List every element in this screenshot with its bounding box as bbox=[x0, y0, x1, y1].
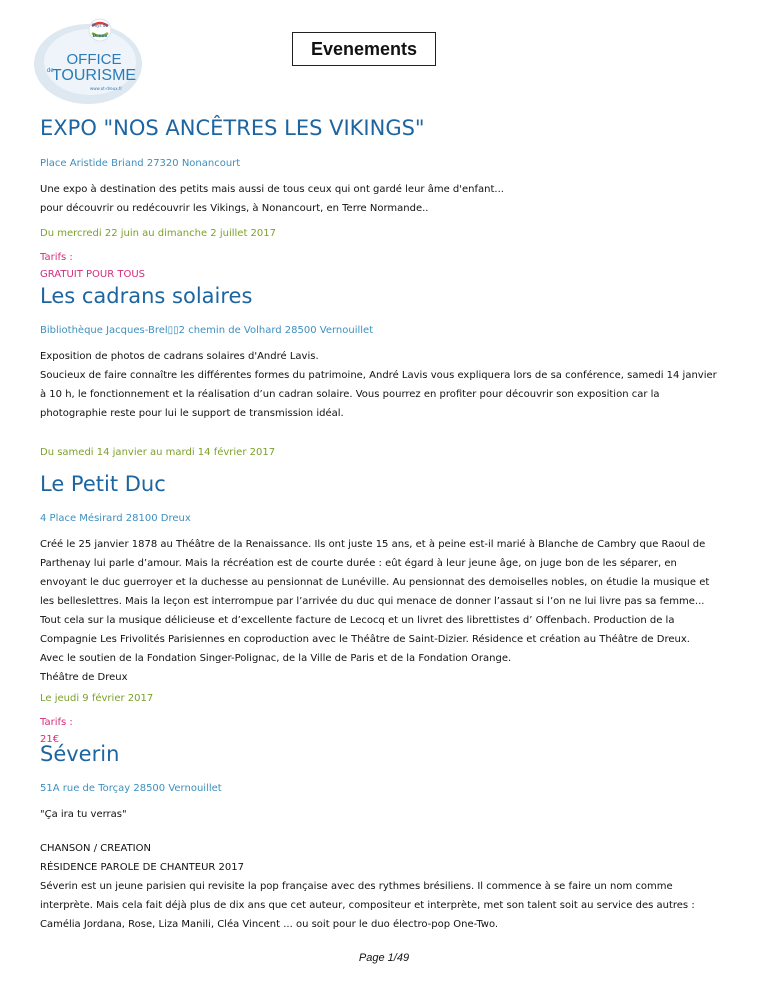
event-tarif-value: 21€ bbox=[40, 734, 60, 745]
svg-text:TOURISME: TOURISME bbox=[51, 67, 137, 84]
event-tarif-label: Tarifs : bbox=[40, 252, 73, 263]
event-petit-duc bbox=[40, 471, 720, 748]
event-title: EXPO "NOS ANCÊTRES LES VIKINGS" bbox=[40, 116, 425, 140]
event-title: Séverin bbox=[40, 742, 120, 766]
svg-text:Pays de: Pays de bbox=[92, 23, 108, 28]
event-address: 4 Place Mésirard 28100 Dreux bbox=[40, 513, 191, 524]
event-quote: "Ça ira tu verras" bbox=[40, 809, 127, 820]
event-title: Les cadrans solaires bbox=[40, 284, 253, 308]
event-severin bbox=[40, 741, 720, 934]
event-description: CHANSON / CREATION RÉSIDENCE PAROLE DE CHANTEUR 2017 Séverin est un jeune parisien qui revisite la pop française avec des rythmes brésiliens. Il commence à se faire un nom comme interprète. Mais cela fait déjà plus de dix ans que cet auteur, compositeur et interprète, met son talent soit au service des autres : Camélia Jordana, Rose, Liza Manili, Cléa Vincent ... ou soit pour le duo électro-pop One-Two. bbox=[40, 843, 695, 930]
svg-text:Dreux: Dreux bbox=[92, 34, 108, 39]
event-address: Place Aristide Briand 27320 Nonancourt bbox=[40, 158, 241, 169]
event-address: Bibliothèque Jacques-Brel▯▯2 chemin de Volhard 28500 Vernouillet bbox=[40, 325, 374, 336]
logo-graphic bbox=[34, 18, 144, 106]
svg-text:OFFICE: OFFICE bbox=[66, 51, 122, 68]
event-description: Exposition de photos de cadrans solaires d'André Lavis. Soucieux de faire connaître les différentes formes du patrimoine, André Lavis vous expliquera lors de sa conférence, samedi 14 janvier à 10 h, le fonctionnement et la réalisation d’un cadran solaire. Vous pourrez en profiter pour découvrir son exposition car la photographie reste pour lui le support de transmission idéal. bbox=[40, 351, 717, 419]
event-cadrans-solaires bbox=[40, 283, 720, 459]
event-description: Créé le 25 janvier 1878 au Théâtre de la Renaissance. Ils ont juste 15 ans, et à peine est-il marié à Blanche de Cambry que Raoul de Parthenay lui parle d’amour. Mais la récréation est de courte durée : eût égard à leur jeune âge, on juge bon de les séparer, en envoyant le duc guerroyer et la duchesse au pensionnat de Lunéville. Au pensionnat des demoiselles nobles, on étudie la musique et les belleslettres. Mais la leçon est interrompue par l’arrivée du duc qui menace de donner l’assaut si l’on ne lui livre pas sa femme... Tout cela sur la musique délicieuse et d’excellente facture de Lecocq et un livret des librettistes d’ Offenbach. Production de la Compagnie Les Frivolités Parisiennes en coproduction avec le Théâtre de Saint-Dizier. Résidence et création au Théâtre de Dreux. Avec le soutien de la Fondation Singer-Polignac, de la Ville de Paris et de la Fondation Orange. Théâtre de Dreux bbox=[40, 539, 710, 683]
page-header-title: Evenements bbox=[292, 32, 436, 66]
event-date: Le jeudi 9 février 2017 bbox=[40, 693, 154, 704]
event-date: Du mercredi 22 juin au dimanche 2 juillet 2017 bbox=[40, 228, 277, 239]
event-tarif-value: GRATUIT POUR TOUS bbox=[40, 269, 146, 280]
office-tourisme-logo bbox=[34, 18, 144, 106]
event-vikings bbox=[40, 115, 720, 283]
svg-text:de: de bbox=[47, 68, 54, 74]
event-title: Le Petit Duc bbox=[40, 472, 166, 496]
svg-text:www.ot-dreux.fr: www.ot-dreux.fr bbox=[90, 86, 122, 91]
page-number: Page 1/49 bbox=[358, 952, 410, 964]
event-address: 51A rue de Torçay 28500 Vernouillet bbox=[40, 783, 222, 794]
event-date: Du samedi 14 janvier au mardi 14 février 2017 bbox=[40, 447, 276, 458]
event-description: Une expo à destination des petits mais aussi de tous ceux qui ont gardé leur âme d'enfant... pour découvrir ou redécouvrir les Vikings, à Nonancourt, en Terre Normande.. bbox=[40, 184, 504, 214]
event-tarif-label: Tarifs : bbox=[40, 717, 73, 728]
